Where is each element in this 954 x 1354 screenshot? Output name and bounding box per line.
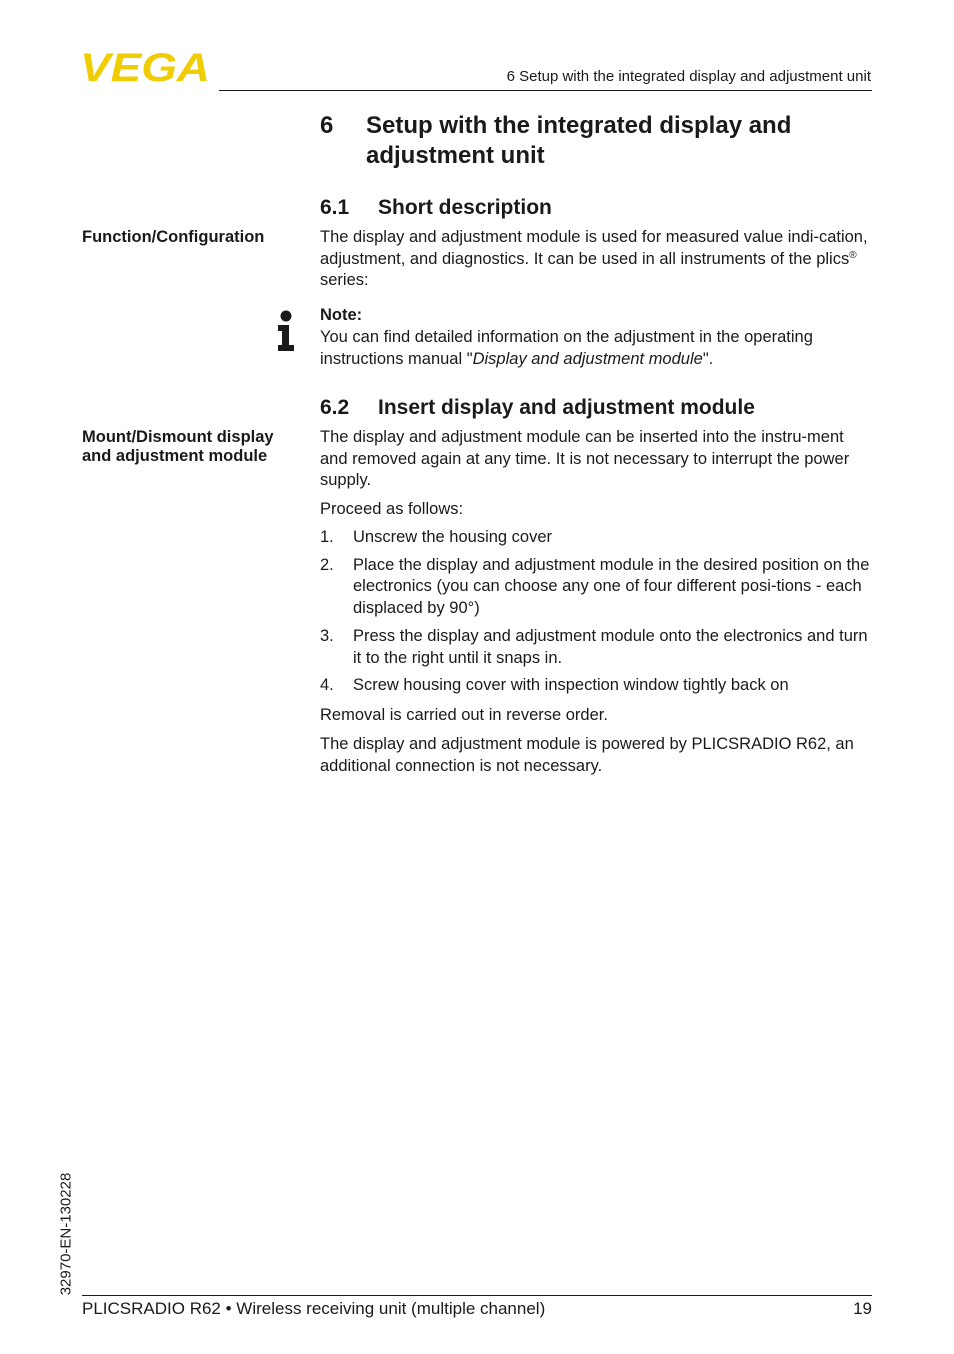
section-heading-6-1 bbox=[320, 195, 552, 221]
side-label-line: Mount/Dismount display bbox=[82, 428, 274, 446]
vega-logo bbox=[80, 50, 212, 84]
note-text-start: You can find detailed information on the adjustment in the operating instructions manual " bbox=[320, 328, 813, 368]
step-number: 3. bbox=[320, 626, 334, 645]
chapter-heading bbox=[320, 111, 880, 171]
step-number: 1. bbox=[320, 528, 334, 546]
header-divider bbox=[219, 90, 872, 91]
step-text: Place the display and adjustment module in the desired position on the electronics (you can choose any one of four different posi-tions - each displaced by 90°) bbox=[353, 555, 870, 618]
step-text: Screw housing cover with inspection window tightly back on bbox=[353, 676, 789, 695]
list-item bbox=[320, 675, 875, 697]
powered-text: The display and adjustment module is powered by PLICSRADIO R62, an additional connection is not necessary. bbox=[320, 735, 854, 775]
section-number: 6.2 bbox=[320, 396, 350, 419]
list-item bbox=[320, 555, 875, 620]
chapter-number: 6 bbox=[320, 112, 334, 139]
step-text: Press the display and adjustment module onto the electronics and turn it to the right until it snaps in. bbox=[353, 626, 868, 667]
footer-title: PLICSRADIO R62 • Wireless receiving unit (multiple channel) bbox=[82, 1299, 546, 1318]
chapter-title: Setup with the integrated display and adjustment unit bbox=[366, 112, 792, 169]
registered-mark: ® bbox=[849, 249, 857, 261]
note-title: Note: bbox=[320, 306, 363, 324]
removal-text: Removal is carried out in reverse order. bbox=[320, 706, 608, 724]
list-item bbox=[320, 527, 875, 549]
short-description-paragraph bbox=[320, 227, 875, 292]
side-label-mount bbox=[82, 428, 307, 466]
footer-divider bbox=[82, 1295, 872, 1296]
section-number: 6.1 bbox=[320, 196, 350, 219]
step-number: 4. bbox=[320, 676, 334, 695]
running-header: 6 Setup with the integrated display and adjustment unit bbox=[506, 68, 871, 85]
vega-logo-graphic bbox=[80, 50, 212, 84]
logo-wordmark: VEGA bbox=[80, 50, 210, 84]
step-number: 2. bbox=[320, 555, 334, 574]
steps-list bbox=[320, 527, 875, 703]
proceed-text: Proceed as follows: bbox=[320, 500, 464, 518]
step-text: Unscrew the housing cover bbox=[353, 528, 553, 546]
paragraph-text: The display and adjustment module is used for measured value indi-cation, adjustment, and diagnostics. It can be used in all instruments of the plics bbox=[320, 228, 868, 268]
document-id-text: 32970-EN-130228 bbox=[57, 1172, 75, 1296]
side-label-line: and adjustment module bbox=[82, 447, 268, 465]
insert-paragraph: The display and adjustment module can be inserted into the instru-ment and removed again at any time. It is not necessary to interrupt the power supply. bbox=[320, 428, 850, 490]
note-text bbox=[320, 327, 875, 370]
section-title: Insert display and adjustment module bbox=[378, 396, 755, 419]
list-item bbox=[320, 626, 875, 669]
paragraph-text-end: series: bbox=[320, 271, 369, 290]
side-label-function: Function/Configuration bbox=[82, 228, 265, 246]
note-text-end: ". bbox=[702, 349, 714, 368]
manual-title: Display and adjustment module bbox=[472, 349, 703, 368]
page-number: 19 bbox=[853, 1299, 872, 1318]
section-title: Short description bbox=[378, 196, 552, 219]
section-heading-6-2 bbox=[320, 395, 755, 421]
info-icon bbox=[275, 310, 297, 352]
